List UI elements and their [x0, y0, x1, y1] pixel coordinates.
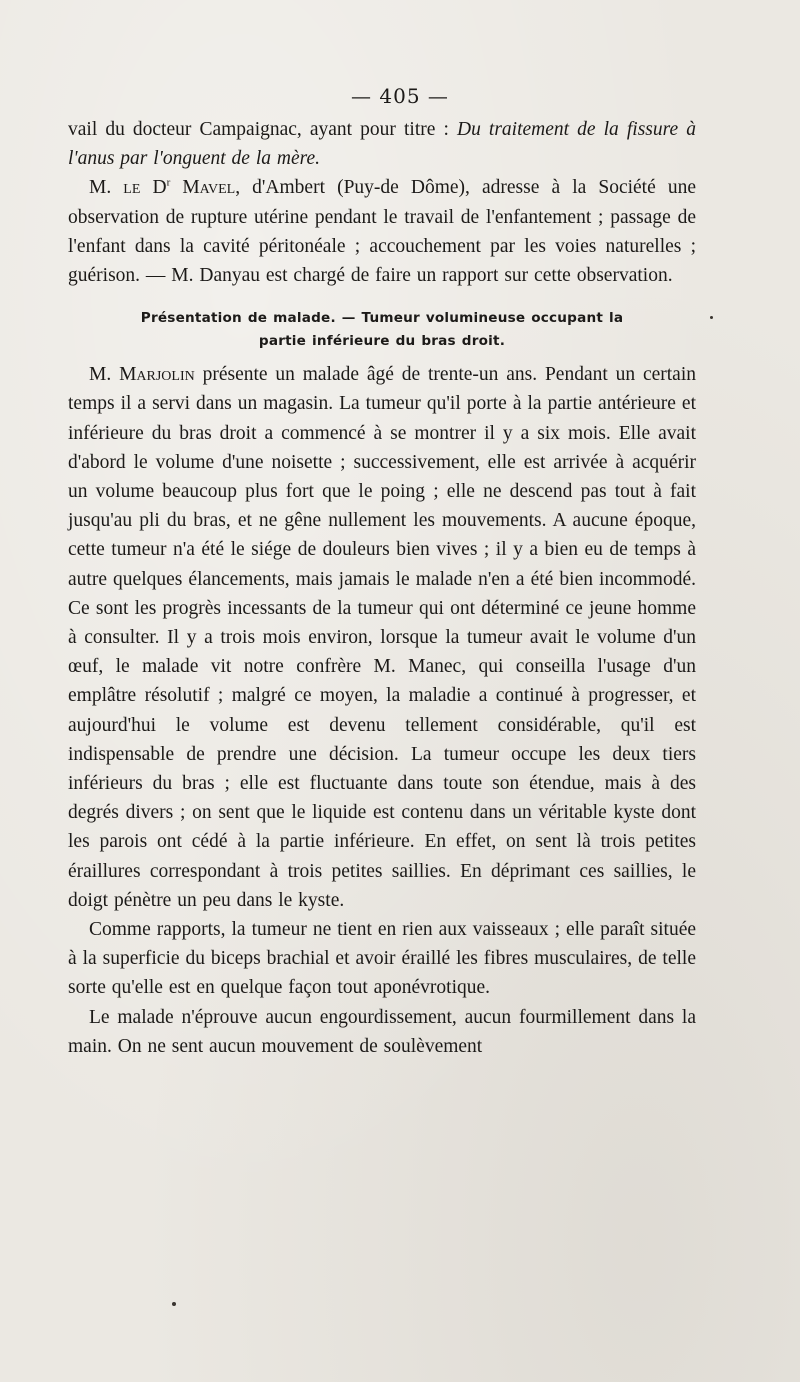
- ink-speck: [710, 316, 713, 319]
- paragraph-rapports: Comme rapports, la tumeur ne tient en rien aux vaisseaux ; elle paraît située à la superficie du biceps brachial et avoir éraillé les fibres musculaires, de telle sorte qu'elle est en quelque façon tout aponévrotique.: [68, 919, 696, 999]
- ink-speck: [172, 1302, 176, 1306]
- continuation-text: vail du docteur Campaignac, ayant pour titre :: [68, 119, 457, 140]
- title-abbrev: D: [140, 177, 167, 199]
- paragraph-continuation: [68, 115, 696, 173]
- author-name: Marjolin: [119, 364, 195, 386]
- honorific: M.: [89, 177, 124, 199]
- honorific: M.: [89, 364, 120, 386]
- article: le: [123, 177, 141, 199]
- paragraph-text: , d'Ambert (Puy-de Dôme), adresse à la Société une observation de rupture utérine pendant le travail de l'enfantement ; passage de l'enfant dans la cavité péritonéale ; accouchement par les voies naturelles ; guérison. — M. Danyau est chargé de faire un rapport sur cette observation.: [68, 177, 696, 287]
- page-number: — 405 —: [351, 84, 449, 108]
- paragraph-marjolin: [68, 360, 696, 915]
- title-superscript: r: [166, 176, 171, 189]
- paragraph-mavel: [68, 173, 696, 290]
- page-body: [68, 115, 696, 1061]
- section-heading: [68, 307, 696, 353]
- cited-title: Du traitement de la fissure à l'anus par l'onguent de la mère.: [68, 119, 696, 170]
- paragraph-symptoms: Le malade n'éprouve aucun engourdissement, aucun fourmillement dans la main. On ne sent aucun mouvement de soulèvement: [68, 1006, 696, 1057]
- paragraph-text: présente un malade âgé de trente-un ans. Pendant un certain temps il a servi dans un magasin. La tumeur qu'il porte à la partie antérieure et inférieure du bras droit a commencé à se montrer il y a six mois. Elle avait d'abord le volume d'une noisette ; successivement, elle est arrivée à acquérir un volume beaucoup plus fort que le poing ; elle ne descend pas tout à fait jusqu'au pli du bras, et ne gêne nullement les mouvements. A aucune époque, cette tumeur n'a été le siége de douleurs bien vives ; il y a bien eu de temps à autre quelques élancements, mais jamais le malade n'en a été bien incommodé. Ce sont les progrès incessants de la tumeur qui ont déterminé ce jeune homme à consulter. Il y a trois mois environ, lorsque la tumeur avait le volume d'un œuf, le malade vit notre confrère M. Manec, qui conseilla l'usage d'un emplâtre résolutif ; malgré ce moyen, la maladie a continué à progresser, et aujourd'hui le volume est devenu tellement considérable, qu'il est indispensable de prendre une décision. La tumeur occupe les deux tiers inférieurs du bras ; elle est fluctuante dans toute son étendue, mais à des degrés divers ; on sent que le liquide est contenu dans un véritable kyste dont les parois ont cédé à la partie inférieure. En effet, on sent là trois petites éraillures correspondant à trois petites saillies. En déprimant ces saillies, le doigt pénètre un peu dans le kyste.: [68, 364, 696, 911]
- heading-line-1: Présentation de malade. — Tumeur volumineuse occupant la: [140, 310, 624, 327]
- author-name: Mavel: [170, 177, 236, 199]
- heading-line-2: partie inférieure du bras droit.: [258, 333, 506, 350]
